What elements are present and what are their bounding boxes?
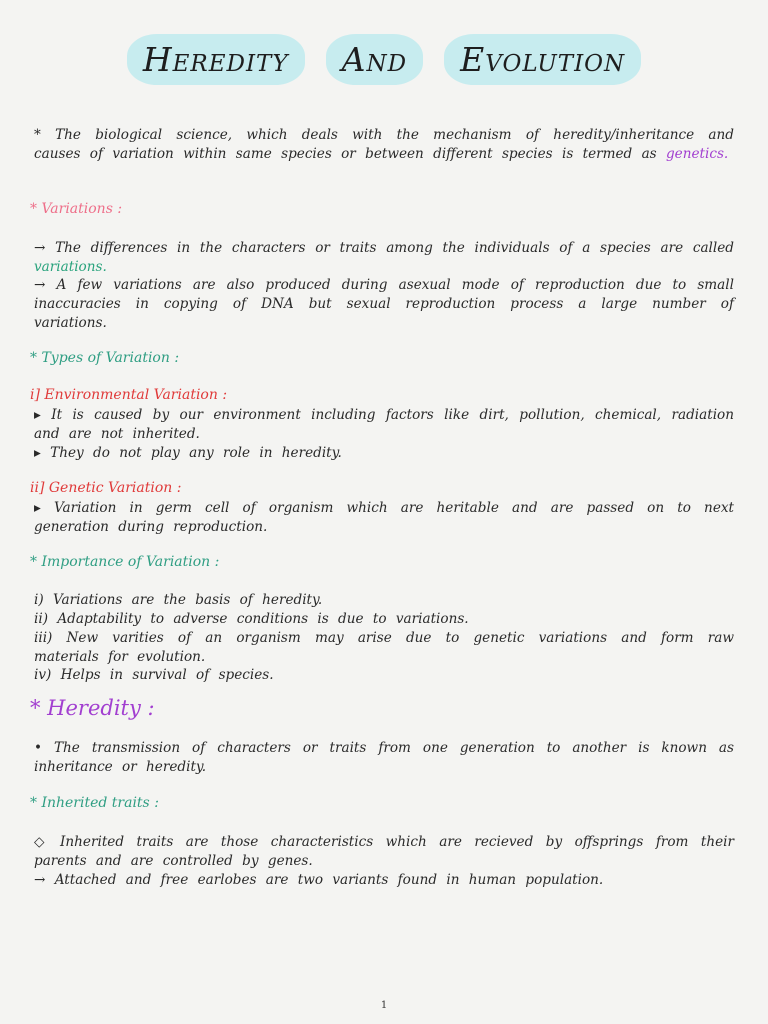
variations-asexual-paragraph: → A few variations are also produced during asexual mode of reproduction due to small inaccuracies in copying of DNA but sexual reproduction process a large number of variations. <box>34 277 734 331</box>
environmental-variation-heading: i] Environmental Variation : <box>30 387 228 403</box>
inherited-traits-definition: ◇ Inherited traits are those characteristics which are recieved by offsprings from their parents and are controlled by genes. <box>34 834 734 869</box>
importance-item-1: i) Variations are the basis of heredity. <box>34 592 323 608</box>
heredity-heading: * Heredity : <box>30 696 155 720</box>
importance-item-4: iv) Helps in survival of species. <box>34 667 274 683</box>
variations-definition-text: → The differences in the characters or traits among the individuals of a species are called <box>34 240 734 256</box>
genetic-variation-heading: ii] Genetic Variation : <box>30 480 182 496</box>
inherited-traits-example: → Attached and free earlobes are two variants found in human population. <box>34 872 604 888</box>
importance-item-2: ii) Adaptability to adverse conditions is due to variations. <box>34 611 469 627</box>
genetic-variation-point-1: ▸ Variation in germ cell of organism which are heritable and are passed on to next generation during reproduction. <box>34 500 734 535</box>
types-heading: * Types of Variation : <box>30 350 180 366</box>
title-word-and: And <box>326 34 423 85</box>
intro-paragraph <box>34 126 734 164</box>
importance-heading: * Importance of Variation : <box>30 554 220 570</box>
title-word-heredity: Heredity <box>127 34 305 85</box>
variations-heading: * Variations : <box>30 201 123 217</box>
heredity-definition: • The transmission of characters or traits from one generation to another is known as inheritance or heredity. <box>34 740 734 775</box>
genetics-highlight: genetics. <box>665 146 729 162</box>
page-title <box>0 34 768 85</box>
page-number: 1 <box>380 1000 388 1011</box>
variations-highlight: variations. <box>34 259 107 275</box>
importance-item-3: iii) New varities of an organism may arise due to genetic variations and form raw materials for evolution. <box>34 630 734 665</box>
inherited-traits-heading: * Inherited traits : <box>30 795 159 811</box>
variations-definition <box>34 239 734 277</box>
environmental-variation-point-2: ▸ They do not play any role in heredity. <box>34 445 342 461</box>
environmental-variation-point-1: ▸ It is caused by our environment including factors like dirt, pollution, chemical, radiation and are not inherited. <box>34 407 734 442</box>
intro-text: * The biological science, which deals with the mechanism of heredity/inheritance and causes of variation within same species or between different species is termed as <box>34 127 734 162</box>
title-word-evolution: Evolution <box>444 34 641 85</box>
